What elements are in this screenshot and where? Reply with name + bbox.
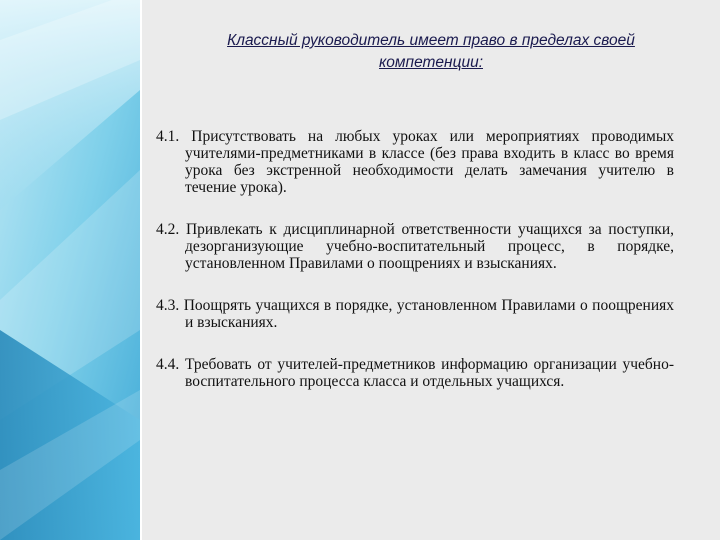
rights-list bbox=[156, 128, 674, 415]
list-item bbox=[156, 221, 674, 272]
list-item bbox=[156, 297, 674, 331]
item-number: 4.1. bbox=[156, 128, 180, 145]
abstract-blue-background bbox=[0, 0, 140, 540]
item-text: Присутствовать на любых уроках или мероприятиях проводимых учителями-предметниками в классе (без права входить в класс во время урока без экстренной необходимости делать замечания учителю в течение урока). bbox=[185, 128, 674, 196]
item-text: Требовать от учителей-предметников информацию организации учебно-воспитательного процесса класса и отдельных учащихся. bbox=[185, 356, 675, 390]
item-number: 4.4. bbox=[156, 356, 180, 373]
title-line-1: Классный руководитель имеет право в пределах своей bbox=[227, 32, 635, 49]
item-number: 4.2. bbox=[156, 221, 180, 238]
slide-title bbox=[166, 30, 696, 74]
slide-content bbox=[142, 0, 720, 540]
list-item bbox=[156, 128, 674, 196]
item-number: 4.3. bbox=[156, 297, 180, 314]
item-text: Привлекать к дисциплинарной ответственности учащихся за поступки, дезорганизующие учебно-воспитательный процесс, в порядке, установленном Правилами о поощрениях и взысканиях. bbox=[185, 221, 675, 272]
decorative-side-panel bbox=[0, 0, 140, 540]
title-line-2: компетенции: bbox=[378, 54, 483, 71]
list-item bbox=[156, 356, 674, 390]
item-text: Поощрять учащихся в порядке, установленном Правилами о поощрениях и взысканиях. bbox=[183, 297, 675, 331]
